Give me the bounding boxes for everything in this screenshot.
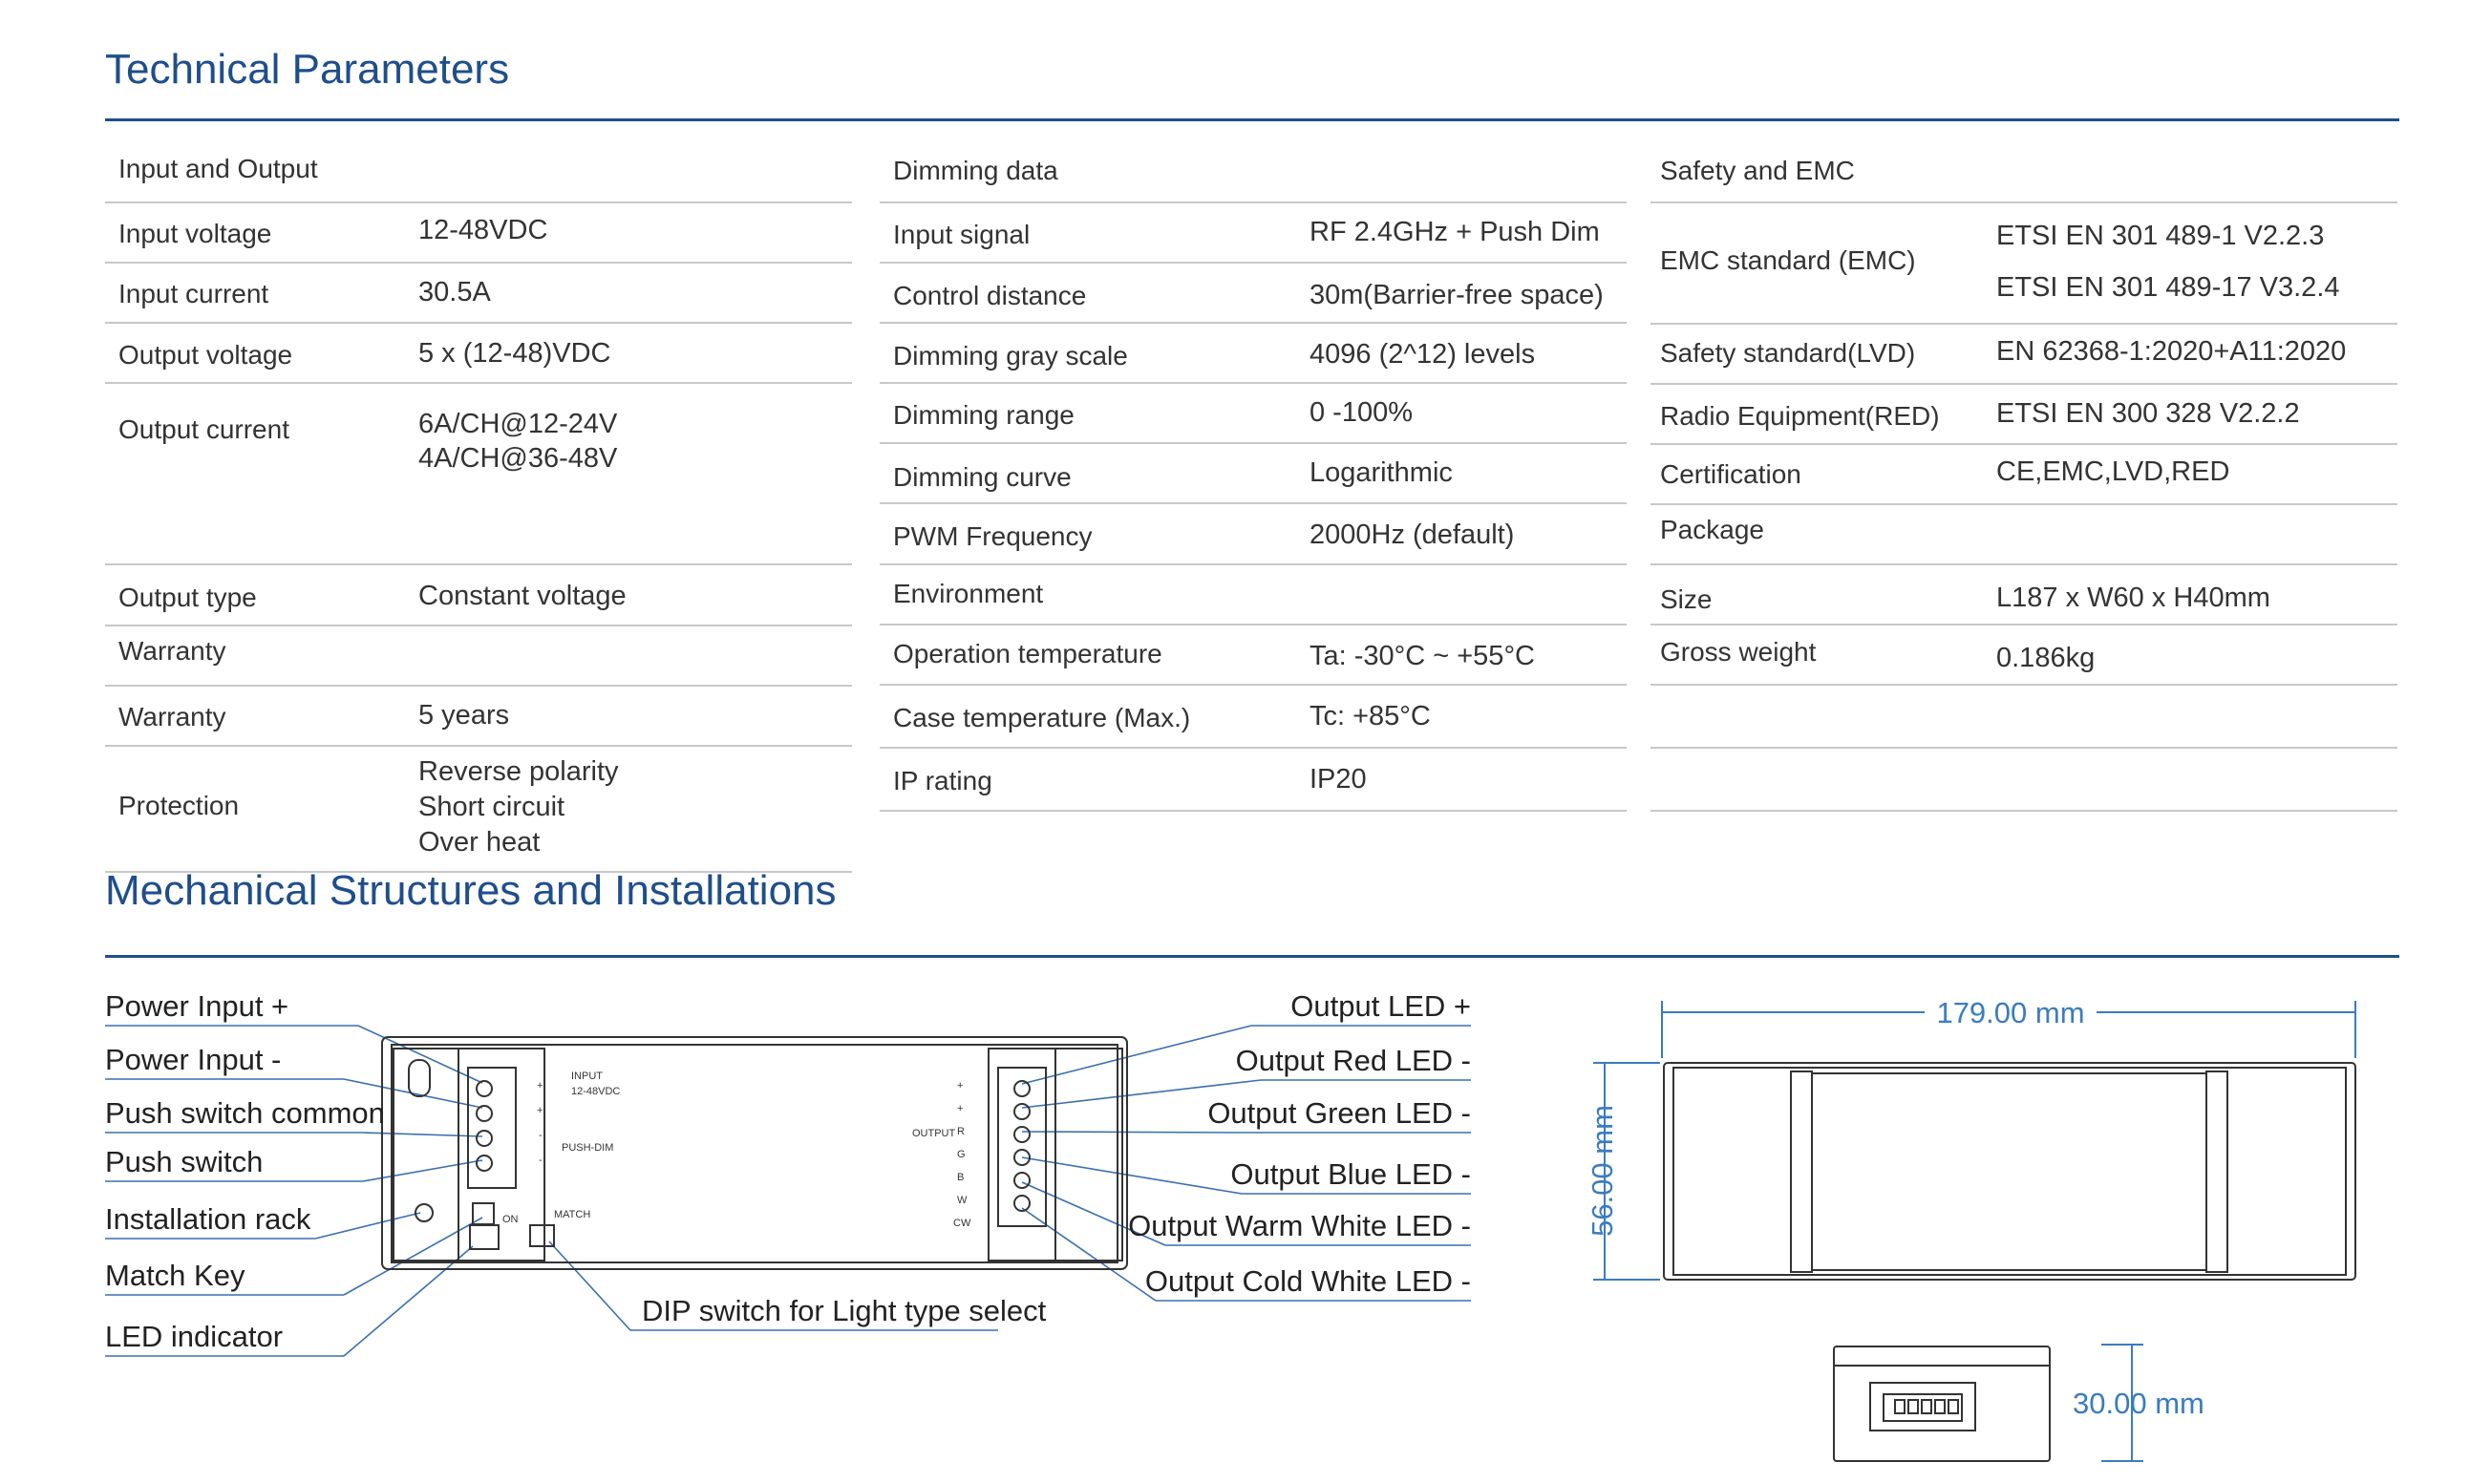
callout-match-key: Match Key [105, 1259, 245, 1292]
row-label: Radio Equipment(RED) [1660, 401, 1940, 431]
board-out-plus-1: + [957, 1080, 964, 1092]
row-value: 2000Hz (default) [1310, 519, 1515, 550]
row-label: Warranty [118, 702, 226, 731]
row-value: Ta: -30°C ~ +55°C [1310, 641, 1535, 671]
board-minus-2: - [539, 1155, 543, 1166]
row-value: 6A/CH@12-24V [418, 409, 618, 439]
row-value: Constant voltage [418, 581, 627, 611]
row-label: PWM Frequency [893, 521, 1093, 551]
row-value: Tc: +85°C [1310, 701, 1431, 731]
row-value: 30m(Barrier-free space) [1310, 280, 1604, 310]
row-value: RF 2.4GHz + Push Dim [1310, 217, 1600, 247]
row-label: IP rating [893, 766, 992, 795]
callout-output-blue: Output Blue LED - [1230, 1157, 1471, 1191]
screw-terminals [415, 1081, 1030, 1221]
row-label: Dimming gray scale [893, 341, 1128, 371]
board-plus-1: + [537, 1080, 543, 1092]
callout-installation-rack: Installation rack [105, 1202, 311, 1236]
row-label: Input signal [893, 220, 1031, 249]
callout-push-switch: Push switch [105, 1145, 264, 1178]
callout-output-cold-white: Output Cold White LED - [1144, 1264, 1471, 1298]
row-label: Gross weight [1660, 637, 1817, 667]
warranty-title: Warranty [118, 636, 226, 666]
row-value: Over heat [418, 827, 541, 858]
callout-power-input-minus: Power Input - [105, 1043, 282, 1076]
input-output-title: Input and Output [118, 154, 318, 183]
dimension-length: 179.00 mm [1936, 996, 2085, 1029]
row-label: Output voltage [118, 340, 293, 370]
board-dip-on: ON [502, 1214, 519, 1225]
row-label: Protection [118, 791, 240, 820]
row-value: 12-48VDC [418, 215, 548, 245]
row-label: Control distance [893, 281, 1087, 310]
row-label: Input voltage [118, 219, 272, 248]
row-value: 0.186kg [1996, 643, 2096, 673]
row-value: Logarithmic [1310, 457, 1453, 488]
board-input-label: INPUT [571, 1071, 603, 1082]
mechanical-heading: Mechanical Structures and Installations [105, 867, 837, 914]
row-value: L187 x W60 x H40mm [1996, 583, 2270, 613]
dimension-height: 30.00 mm [2073, 1387, 2204, 1420]
safety-emc-title: Safety and EMC [1660, 156, 1855, 185]
callout-output-warm-white: Output Warm White LED - [1128, 1209, 1471, 1242]
row-value: 5 years [418, 700, 510, 731]
left-callout-labels [105, 989, 385, 1353]
board-match-label: MATCH [554, 1209, 591, 1220]
row-value: ETSI EN 301 489-17 V3.2.4 [1996, 272, 2340, 303]
row-value: ETSI EN 301 489-1 V2.2.3 [1996, 221, 2325, 251]
row-value: 30.5A [418, 277, 491, 307]
row-label: EMC standard (EMC) [1660, 245, 1916, 275]
board-output-label: OUTPUT [912, 1128, 956, 1139]
row-value: 0 -100% [1310, 397, 1414, 428]
callout-output-red: Output Red LED - [1235, 1044, 1471, 1077]
row-label: Dimming range [893, 400, 1075, 430]
row-label: Output current [118, 414, 289, 444]
board-out-r: R [957, 1126, 965, 1137]
board-minus-1: - [539, 1130, 543, 1141]
top-view-outline [1664, 1063, 2355, 1280]
board-out-plus-2: + [957, 1103, 964, 1114]
callout-push-switch-common: Push switch common [105, 1096, 385, 1130]
dimming-title: Dimming data [893, 156, 1058, 185]
package-title: Package [1660, 515, 1764, 544]
row-label: Case temperature (Max.) [893, 703, 1191, 732]
board-out-w: W [957, 1195, 968, 1206]
row-label: Certification [1660, 459, 1801, 489]
row-value: ETSI EN 300 328 V2.2.2 [1996, 398, 2300, 429]
board-input-range: 12-48VDC [571, 1086, 621, 1097]
board-out-cw: CW [953, 1218, 971, 1229]
board-out-g: G [957, 1149, 966, 1160]
technical-parameters-heading: Technical Parameters [105, 46, 510, 93]
row-label: Safety standard(LVD) [1660, 338, 1916, 368]
board-pushdim-label: PUSH-DIM [562, 1142, 614, 1154]
row-value: 5 x (12-48)VDC [418, 338, 611, 369]
row-value: IP20 [1310, 764, 1367, 795]
callout-led-indicator: LED indicator [105, 1320, 284, 1353]
row-label: Operation temperature [893, 639, 1162, 668]
board-plus-2: + [537, 1105, 543, 1116]
row-value: EN 62368-1:2020+A11:2020 [1996, 336, 2347, 367]
row-label: Input current [118, 279, 269, 308]
row-value: Short circuit [418, 792, 565, 822]
row-label: Size [1660, 584, 1713, 614]
dimension-width: 56.00 mm [1586, 1105, 1619, 1237]
side-view-outline [1834, 1346, 2050, 1461]
row-value: 4096 (2^12) levels [1310, 339, 1536, 370]
callout-dip-switch: DIP switch for Light type select [642, 1294, 1047, 1327]
row-label: Output type [118, 583, 257, 612]
callout-power-input-plus: Power Input + [105, 989, 289, 1023]
row-value: Reverse polarity [418, 756, 619, 787]
row-value: CE,EMC,LVD,RED [1996, 456, 2230, 487]
environment-title: Environment [893, 579, 1044, 608]
row-value: 4A/CH@36-48V [418, 443, 618, 474]
board-markings [502, 1071, 971, 1229]
board-out-b: B [957, 1172, 965, 1183]
row-label: Dimming curve [893, 462, 1072, 492]
callout-output-led-plus: Output LED + [1290, 989, 1471, 1023]
callout-output-green: Output Green LED - [1207, 1096, 1471, 1130]
right-callout-labels [1128, 989, 1471, 1298]
